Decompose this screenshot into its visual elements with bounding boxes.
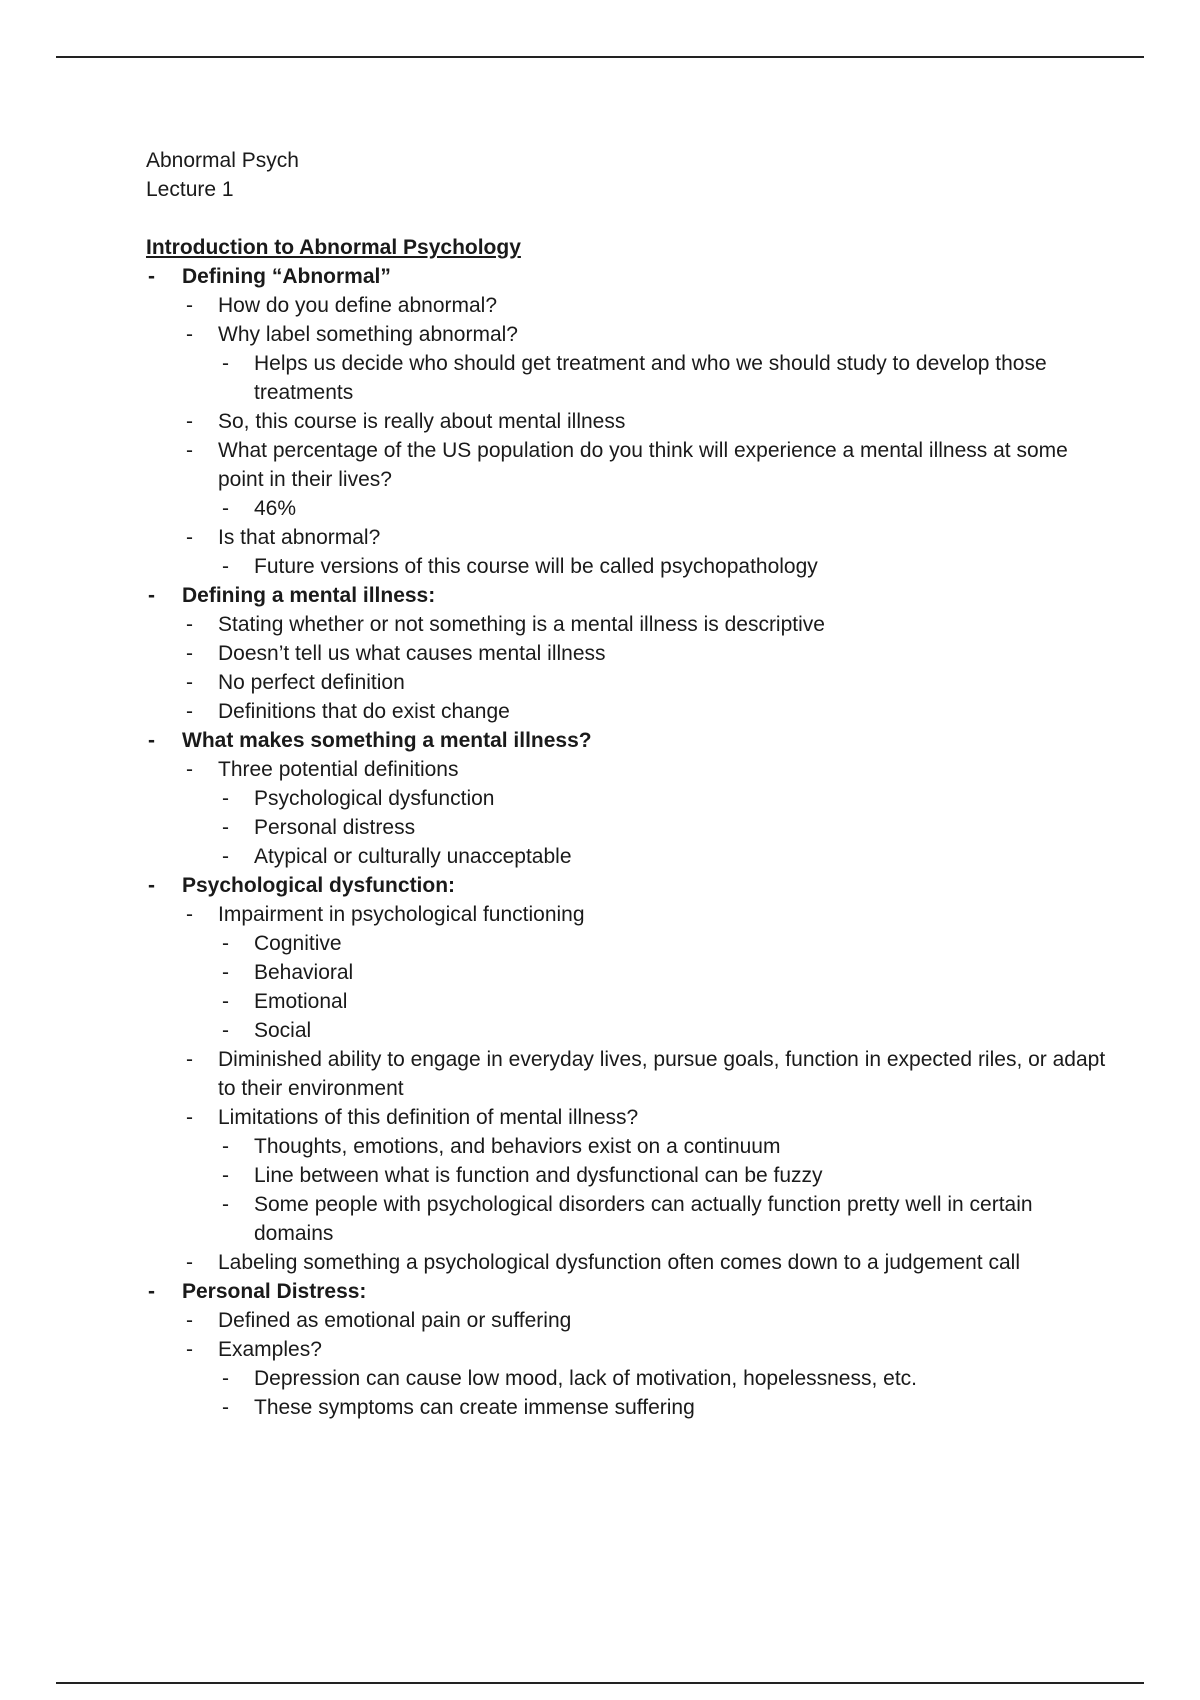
outline-item: [182, 407, 1106, 436]
lecture-number: Lecture 1: [146, 178, 234, 201]
outline-subitem: - Depression can cause low mood, lack of motivation, hopelessness, etc.: [218, 1364, 1106, 1393]
outline-section: [146, 726, 1106, 871]
outline-section: [146, 871, 1106, 1277]
outline-sublist: [182, 900, 1106, 1277]
top-rule: [56, 56, 1144, 58]
section-heading: Introduction to Abnormal Psychology: [146, 236, 521, 259]
outline-item: [182, 523, 1106, 581]
outline-item-text: - Impairment in psychological functioning: [218, 903, 585, 926]
outline-subitem: - Future versions of this course will be called psychopathology: [218, 552, 1106, 581]
outline-item: [182, 291, 1106, 320]
outline-section-label: - Defining “Abnormal”: [182, 265, 391, 288]
outline-subitem: - Line between what is function and dysfunctional can be fuzzy: [218, 1161, 1106, 1190]
outline-item-text: - What percentage of the US population do you think will experience a mental illness at some point in their lives?: [218, 439, 1068, 491]
outline-section: [146, 581, 1106, 726]
outline-item-text: - Labeling something a psychological dysfunction often comes down to a judgement call: [218, 1251, 1020, 1274]
outline-item: [182, 1248, 1106, 1277]
outline-section-label: - What makes something a mental illness?: [182, 729, 592, 752]
outline-subsublist: [218, 784, 1106, 871]
outline-item-text: - Defined as emotional pain or suffering: [218, 1309, 572, 1332]
outline-subsublist: [218, 1132, 1106, 1248]
outline-sublist: [182, 610, 1106, 726]
outline-section: [146, 262, 1106, 581]
outline-item: [182, 1335, 1106, 1422]
outline-subitem: - Emotional: [218, 987, 1106, 1016]
outline-subitem: - Behavioral: [218, 958, 1106, 987]
outline-item-text: - Limitations of this definition of mental illness?: [218, 1106, 639, 1129]
outline-subitem: - These symptoms can create immense suffering: [218, 1393, 1106, 1422]
outline-sublist: [182, 1306, 1106, 1422]
outline-item: [182, 697, 1106, 726]
outline-subsublist: [218, 349, 1106, 407]
outline-section-label: - Defining a mental illness:: [182, 584, 436, 607]
outline-item-text: - Examples?: [218, 1338, 322, 1361]
outline-item-text: - Definitions that do exist change: [218, 700, 510, 723]
outline-item-text: - Why label something abnormal?: [218, 323, 518, 346]
outline-item: [182, 900, 1106, 1045]
outline-section-label: - Personal Distress:: [182, 1280, 367, 1303]
outline-section-label: - Psychological dysfunction:: [182, 874, 456, 897]
outline-item: [182, 610, 1106, 639]
outline-subitem: - Psychological dysfunction: [218, 784, 1106, 813]
outline-item: [182, 639, 1106, 668]
outline-item-text: - Doesn’t tell us what causes mental illness: [218, 642, 606, 665]
outline-subitem: - Cognitive: [218, 929, 1106, 958]
outline-item-text: - Stating whether or not something is a mental illness is descriptive: [218, 613, 825, 636]
outline-subitem: - Personal distress: [218, 813, 1106, 842]
outline-item-text: - Three potential definitions: [218, 758, 459, 781]
outline-subitem: - Some people with psychological disorders can actually function pretty well in certain domains: [218, 1190, 1106, 1248]
outline-item: [182, 1306, 1106, 1335]
outline-subitem: - Thoughts, emotions, and behaviors exist on a continuum: [218, 1132, 1106, 1161]
outline-list: [146, 262, 1106, 1422]
outline-item: [182, 668, 1106, 697]
outline-subitem: - 46%: [218, 494, 1106, 523]
outline-subsublist: [218, 929, 1106, 1045]
outline-subitem: - Atypical or culturally unacceptable: [218, 842, 1106, 871]
bottom-rule: [56, 1682, 1144, 1684]
outline-subsublist: [218, 1364, 1106, 1422]
document-body: [146, 146, 1106, 1422]
outline-section: [146, 1277, 1106, 1422]
outline-item: [182, 1103, 1106, 1248]
outline-item: [182, 436, 1106, 523]
outline-item-text: - No perfect definition: [218, 671, 405, 694]
outline-item: [182, 1045, 1106, 1103]
outline-item-text: - Diminished ability to engage in everyday lives, pursue goals, function in expected riles, or adapt to their environment: [218, 1048, 1106, 1100]
outline-subsublist: [218, 552, 1106, 581]
outline-item-text: - So, this course is really about mental illness: [218, 410, 626, 433]
outline-sublist: [182, 755, 1106, 871]
outline-subitem: - Social: [218, 1016, 1106, 1045]
outline-sublist: [182, 291, 1106, 581]
course-title: Abnormal Psych: [146, 149, 299, 172]
outline-item-text: - How do you define abnormal?: [218, 294, 498, 317]
outline-item: [182, 320, 1106, 407]
outline-subsublist: [218, 494, 1106, 523]
outline-item: [182, 755, 1106, 871]
outline-item-text: - Is that abnormal?: [218, 526, 381, 549]
outline-subitem: - Helps us decide who should get treatment and who we should study to develop those treatments: [218, 349, 1106, 407]
